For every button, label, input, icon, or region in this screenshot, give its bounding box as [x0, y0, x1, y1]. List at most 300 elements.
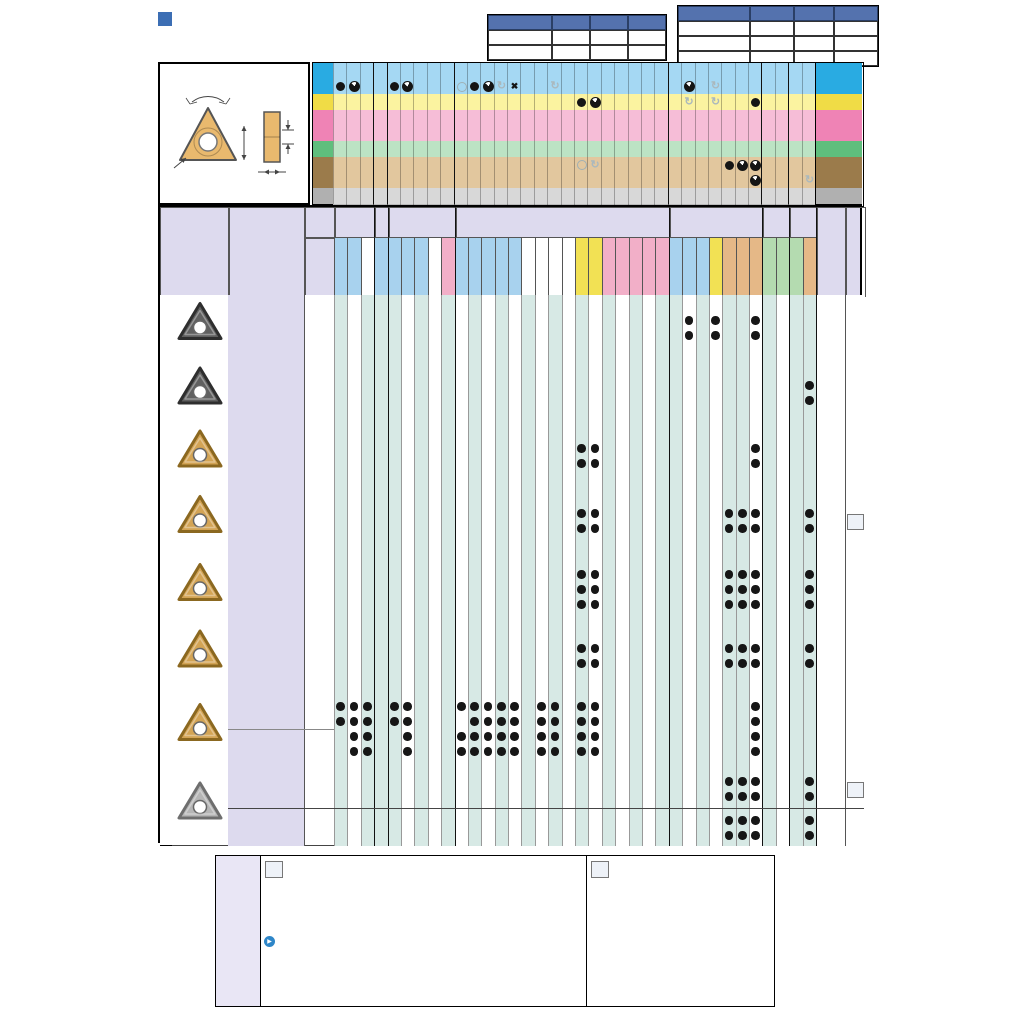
- mark-half-icon: [483, 81, 494, 92]
- matrix-cell: [775, 94, 789, 111]
- matrix-cell: [654, 110, 669, 127]
- grade-body-cell: [481, 623, 496, 688]
- matrix-cell: [614, 79, 629, 95]
- grade-body-cell: [334, 295, 348, 361]
- grade-body-cell: [414, 555, 429, 623]
- grade-dot: [510, 717, 519, 726]
- grade-body-cell: [762, 770, 777, 808]
- grade-body-cell: [789, 623, 804, 688]
- matrix-cell: [507, 79, 521, 95]
- grade-body-cell: [575, 623, 589, 688]
- matrix-cell: [346, 110, 361, 127]
- grade-body-cell: [682, 361, 697, 424]
- grade-body-cell: [709, 688, 723, 770]
- grade-body-cell: [789, 487, 804, 555]
- matrix-cell: [668, 110, 682, 127]
- matrix-cell: [507, 188, 521, 205]
- matrix-cell: [561, 126, 575, 142]
- re-cell: [304, 688, 335, 770]
- insert-image-cell: [172, 688, 229, 770]
- grade-dot: [390, 717, 399, 726]
- grade-body-cell: [468, 555, 482, 623]
- insert-image: [172, 555, 228, 610]
- grade-dot: [591, 570, 600, 579]
- insert-image-cell: [172, 623, 229, 688]
- description-line: [230, 656, 302, 671]
- matrix-cell: [561, 173, 575, 189]
- grade-body-cell: [521, 487, 536, 555]
- matrix-cell: [614, 157, 629, 174]
- grade-body-cell: [361, 555, 375, 623]
- matrix-cell: [628, 79, 642, 95]
- matrix-cell: [387, 173, 401, 189]
- matrix-cell: [695, 157, 709, 174]
- grade-body-cell: [615, 770, 630, 808]
- re-header: [304, 237, 336, 297]
- grade-dot: [350, 702, 359, 711]
- chip-cell: [845, 361, 865, 424]
- grade-dot: [711, 331, 720, 340]
- grade-body-cell: [602, 424, 616, 487]
- matrix-cell: [695, 188, 709, 205]
- insert-image: [172, 770, 228, 832]
- matrix-cell: [614, 141, 629, 158]
- grade-dot: [738, 792, 747, 801]
- matrix-cell: [400, 173, 414, 189]
- grade-dot: [725, 524, 734, 533]
- grade-body-cell: [521, 770, 536, 808]
- chip-cell: [845, 623, 865, 688]
- grade-body-cell: [749, 361, 763, 424]
- matrix-cell: [628, 110, 642, 127]
- grade-body-cell: [481, 424, 496, 487]
- re-cell: [304, 487, 335, 555]
- matrix-cell: [534, 157, 548, 174]
- matrix-cell: [721, 141, 736, 158]
- spec-table: [487, 14, 667, 61]
- grade-dot: [751, 732, 760, 741]
- grade-body-cell: [414, 623, 429, 688]
- matrix-cell: [346, 63, 361, 80]
- grade-dot: [591, 747, 600, 756]
- grade-dot: [738, 570, 747, 579]
- grade-dot: [577, 444, 586, 453]
- matrix-cell: [708, 94, 722, 111]
- grade-body-cell: [468, 770, 482, 808]
- matrix-cell: [748, 79, 762, 95]
- table-row: [172, 555, 864, 624]
- grade-dot: [510, 702, 519, 711]
- matrix-cell: [788, 79, 803, 95]
- see-page-link: [264, 936, 356, 947]
- grade-body-cell: [455, 555, 469, 623]
- matrix-row: [333, 79, 815, 94]
- table-cell: [750, 21, 794, 36]
- grade-body-cell: [361, 424, 375, 487]
- matrix-cell: [641, 94, 655, 111]
- matrix-cell: [614, 126, 629, 142]
- chip-cell: [845, 295, 865, 361]
- matrix-cell: [507, 110, 521, 127]
- grade-body-cell: [347, 361, 362, 424]
- description-line: [230, 521, 302, 536]
- grade-body-cell: [535, 770, 549, 808]
- grade-body-cell: [655, 809, 670, 846]
- grade-body-cell: [642, 688, 656, 770]
- mark-half-icon: [750, 175, 761, 186]
- grade-body-cell: [535, 424, 549, 487]
- matrix-cell: [534, 79, 548, 95]
- re-cell: [304, 295, 335, 361]
- grade-dot: [738, 600, 747, 609]
- matrix-cell: [775, 126, 789, 142]
- matrix-cell: [333, 63, 347, 80]
- grade-body-cell: [361, 688, 375, 770]
- grade-body-cell: [401, 487, 415, 555]
- insert-image: [172, 487, 228, 542]
- grade-dot: [470, 717, 479, 726]
- matrix-row: [333, 188, 815, 204]
- matrix-cell: [788, 94, 803, 111]
- spec-table-small: [487, 5, 667, 61]
- grade-dot: [577, 524, 586, 533]
- matrix-cell: [614, 173, 629, 189]
- matrix-cell: [494, 79, 508, 95]
- material-name: [815, 141, 862, 158]
- grade-dot: [751, 444, 760, 453]
- grade-group-header: [789, 207, 818, 239]
- matrix-cell: [333, 141, 347, 158]
- grade-dot: [591, 659, 600, 668]
- matrix-cell: [775, 157, 789, 174]
- grade-body-cell: [588, 295, 603, 361]
- matrix-cell: [748, 126, 762, 142]
- matrix-cell: [614, 63, 629, 80]
- matrix-cell: [400, 157, 414, 174]
- matrix-cell: [601, 141, 615, 158]
- grade-body-cell: [468, 623, 482, 688]
- grade-body-cell: [508, 623, 522, 688]
- matrix-cell: [802, 110, 816, 127]
- grade-body-cell: [575, 361, 589, 424]
- matrix-cell: [480, 110, 495, 127]
- re-value: [304, 714, 334, 729]
- grade-body-cell: [548, 424, 563, 487]
- matrix-cell: [400, 63, 414, 80]
- grade-body-cell: [401, 555, 415, 623]
- description-line: [230, 744, 302, 759]
- description-line: [230, 699, 302, 714]
- grade-dot: [751, 509, 760, 518]
- table-cell: [834, 36, 878, 51]
- matrix-cell: [467, 126, 481, 142]
- grade-body-cell: [374, 424, 389, 487]
- grade-dot: [725, 777, 734, 786]
- matrix-cell: [480, 126, 495, 142]
- matrix-cell: [413, 79, 428, 95]
- matrix-box: [312, 62, 864, 207]
- matrix-cell: [547, 79, 562, 95]
- matrix-cell: [480, 188, 495, 205]
- grade-body-cell: [722, 623, 737, 688]
- grade-dot: [484, 717, 493, 726]
- insert-selection-table: [158, 205, 862, 843]
- description-cell: [228, 424, 305, 487]
- grade-body-cell: [481, 809, 496, 846]
- mark-cross-icon: ✖: [510, 81, 519, 91]
- grade-body-cell: [361, 295, 375, 361]
- grade-body-cell: [669, 555, 683, 623]
- grade-body-cell: [803, 809, 817, 846]
- grade-body-cell: [642, 424, 656, 487]
- insert-caption: [172, 536, 228, 554]
- title-row: [158, 8, 178, 30]
- grade-dot: [751, 792, 760, 801]
- grade-body-cell: [762, 809, 777, 846]
- grade-body-cell: [762, 295, 777, 361]
- grade-dot: [711, 316, 720, 325]
- grade-body-cell: [749, 424, 763, 487]
- grade-body-cell: [602, 623, 616, 688]
- grade-body-cell: [468, 295, 482, 361]
- matrix-cell: [601, 79, 615, 95]
- see-page-cell: [816, 623, 846, 688]
- matrix-cell: [628, 94, 642, 111]
- description-line: [230, 714, 302, 729]
- grade-body-cell: [736, 770, 750, 808]
- description-line: [230, 567, 302, 582]
- table-cell: [590, 45, 628, 60]
- table-cell: [488, 45, 552, 60]
- description-cell: [228, 361, 305, 424]
- mark-spin-icon: ↻: [590, 158, 600, 171]
- grade-body-cell: [374, 487, 389, 555]
- see-page-cell: [816, 424, 846, 487]
- matrix-cell: [480, 63, 495, 80]
- matrix-cell: [681, 63, 696, 80]
- grade-body-cell: [629, 688, 643, 770]
- grade-body-cell: [762, 424, 777, 487]
- insert-image-cell: [172, 770, 229, 845]
- mark-spin-icon: ↻: [550, 80, 560, 92]
- insert-diagram: [158, 62, 310, 205]
- matrix-cell: [761, 141, 776, 158]
- grade-dot: [751, 717, 760, 726]
- grade-body-cell: [588, 688, 603, 770]
- spec-table: [677, 5, 879, 67]
- matrix-cell: [346, 79, 361, 95]
- description-cell: [228, 555, 305, 623]
- matrix-cell: [507, 157, 521, 174]
- legend-sidebar: [216, 856, 261, 1006]
- grade-body-cell: [776, 688, 790, 770]
- grade-body-cell: [428, 487, 442, 555]
- matrix-cell: [360, 173, 374, 189]
- grade-dot: [484, 702, 493, 711]
- grade-dot: [577, 717, 586, 726]
- column-header: [834, 6, 878, 21]
- matrix-cell: [427, 173, 441, 189]
- grade-dot: [497, 702, 506, 711]
- grade-body-cell: [388, 361, 402, 424]
- matrix-cell: [494, 110, 508, 127]
- grade-dot: [591, 644, 600, 653]
- matrix-cell: [641, 63, 655, 80]
- grade-body-cell: [629, 809, 643, 846]
- see-page-cell: [816, 688, 846, 770]
- matrix-cell: [507, 126, 521, 142]
- matrix-cell: [574, 126, 588, 142]
- matrix-cell: [628, 63, 642, 80]
- re-value: [304, 313, 334, 328]
- matrix-cell: [400, 94, 414, 111]
- grade-body-cell: [803, 623, 817, 688]
- grade-body-cell: [535, 623, 549, 688]
- grade-body-cell: [521, 623, 536, 688]
- grade-dot: [457, 702, 466, 711]
- grade-body-cell: [642, 770, 656, 808]
- grade-body-cell: [428, 555, 442, 623]
- matrix-cell: [440, 94, 455, 111]
- legend-divider: [586, 856, 587, 1006]
- grade-dot: [685, 331, 694, 340]
- grade-body-cell: [468, 361, 482, 424]
- grade-dot: [805, 585, 814, 594]
- grade-body-cell: [562, 809, 576, 846]
- matrix-cell: [668, 79, 682, 95]
- badge-1: [265, 861, 283, 878]
- material-name: [815, 110, 862, 127]
- chip-cell: [845, 555, 865, 623]
- matrix-band-label: [313, 188, 333, 205]
- grade-body-cell: [722, 770, 737, 808]
- table-row: [488, 30, 666, 45]
- matrix-cell: [628, 173, 642, 189]
- grade-dot: [725, 585, 734, 594]
- grade-dot: [805, 644, 814, 653]
- matrix-cell: [373, 157, 388, 174]
- grade-body-cell: [562, 361, 576, 424]
- grade-body-cell: [521, 555, 536, 623]
- grade-dot: [484, 747, 493, 756]
- chipbreaker-ref-badge: [847, 782, 864, 798]
- grade-body-cell: [548, 487, 563, 555]
- insert-image-cell: [172, 555, 229, 623]
- material-name: [815, 173, 862, 189]
- grade-dot: [725, 816, 734, 825]
- matrix-cell: [708, 157, 722, 174]
- table-row: [172, 295, 864, 362]
- grade-body-cell: [468, 487, 482, 555]
- grade-body-cell: [588, 487, 603, 555]
- description-line: [230, 774, 302, 789]
- table-cell: [834, 21, 878, 36]
- grade-body-cell: [347, 424, 362, 487]
- matrix-cell: [373, 141, 388, 158]
- grade-dot: [805, 381, 814, 390]
- matrix-cell: [547, 141, 562, 158]
- grade-dot: [577, 570, 586, 579]
- matrix-cell: [413, 157, 428, 174]
- matrix-cell: [601, 94, 615, 111]
- grade-body-cell: [414, 487, 429, 555]
- grade-body-cell: [588, 361, 603, 424]
- grade-body-cell: [562, 295, 576, 361]
- matrix-cell: [387, 126, 401, 142]
- matrix-cell: [654, 141, 669, 158]
- description-line: [230, 456, 302, 471]
- matrix-cell: [668, 141, 682, 158]
- grade-body-cell: [388, 555, 402, 623]
- grade-dot: [577, 600, 586, 609]
- insert-diagram-svg: [160, 64, 308, 203]
- grade-body-cell: [401, 623, 415, 688]
- grade-body-cell: [562, 770, 576, 808]
- grade-body-cell: [347, 770, 362, 808]
- matrix-cell: [547, 173, 562, 189]
- grade-body-cell: [722, 295, 737, 361]
- matrix-cell: [721, 79, 736, 95]
- grade-dot: [577, 509, 586, 518]
- table-row: [678, 36, 878, 51]
- column-header: [590, 15, 628, 30]
- row-segment: [228, 688, 864, 770]
- matrix-cell: [373, 188, 388, 205]
- table-row: [488, 15, 666, 30]
- insert-image-cell: [172, 424, 229, 487]
- grade-dot: [457, 732, 466, 741]
- matrix-cell: [668, 188, 682, 205]
- matrix-cell: [788, 157, 803, 174]
- matrix-cell: [748, 110, 762, 127]
- grade-dot: [751, 570, 760, 579]
- grade-body-cell: [347, 809, 362, 846]
- see-page-ref: [818, 828, 844, 843]
- matrix-cell: [574, 157, 588, 174]
- matrix-cell: [654, 63, 669, 80]
- grade-body-cell: [495, 555, 509, 623]
- grade-body-cell: [334, 770, 348, 808]
- grade-body-cell: [374, 688, 389, 770]
- re-cell: [304, 809, 335, 846]
- grade-dot: [805, 600, 814, 609]
- matrix-cell: [735, 141, 749, 158]
- grade-body-cell: [696, 424, 710, 487]
- re-value: [304, 567, 334, 582]
- grade-body-cell: [521, 809, 536, 846]
- re-cell: [304, 555, 335, 623]
- grade-body-cell: [615, 487, 630, 555]
- matrix-cell: [507, 94, 521, 111]
- matrix-cell: [467, 79, 481, 95]
- matrix-cell: [547, 188, 562, 205]
- grade-body-cell: [548, 688, 563, 770]
- matrix-band-label: [313, 141, 333, 158]
- mark-full-icon: [725, 161, 734, 170]
- insert-caption: [172, 468, 228, 486]
- grade-body-cell: [602, 809, 616, 846]
- matrix-cell: [735, 157, 749, 174]
- matrix-cell: [668, 63, 682, 80]
- matrix-cell: [427, 126, 441, 142]
- matrix-cell: [387, 79, 401, 95]
- grade-body-cell: [361, 487, 375, 555]
- matrix-band-label: [313, 94, 333, 111]
- matrix-cell: [547, 157, 562, 174]
- matrix-cell: [520, 79, 535, 95]
- matrix-cell: [802, 94, 816, 111]
- mark-spin-icon: ↻: [684, 95, 694, 108]
